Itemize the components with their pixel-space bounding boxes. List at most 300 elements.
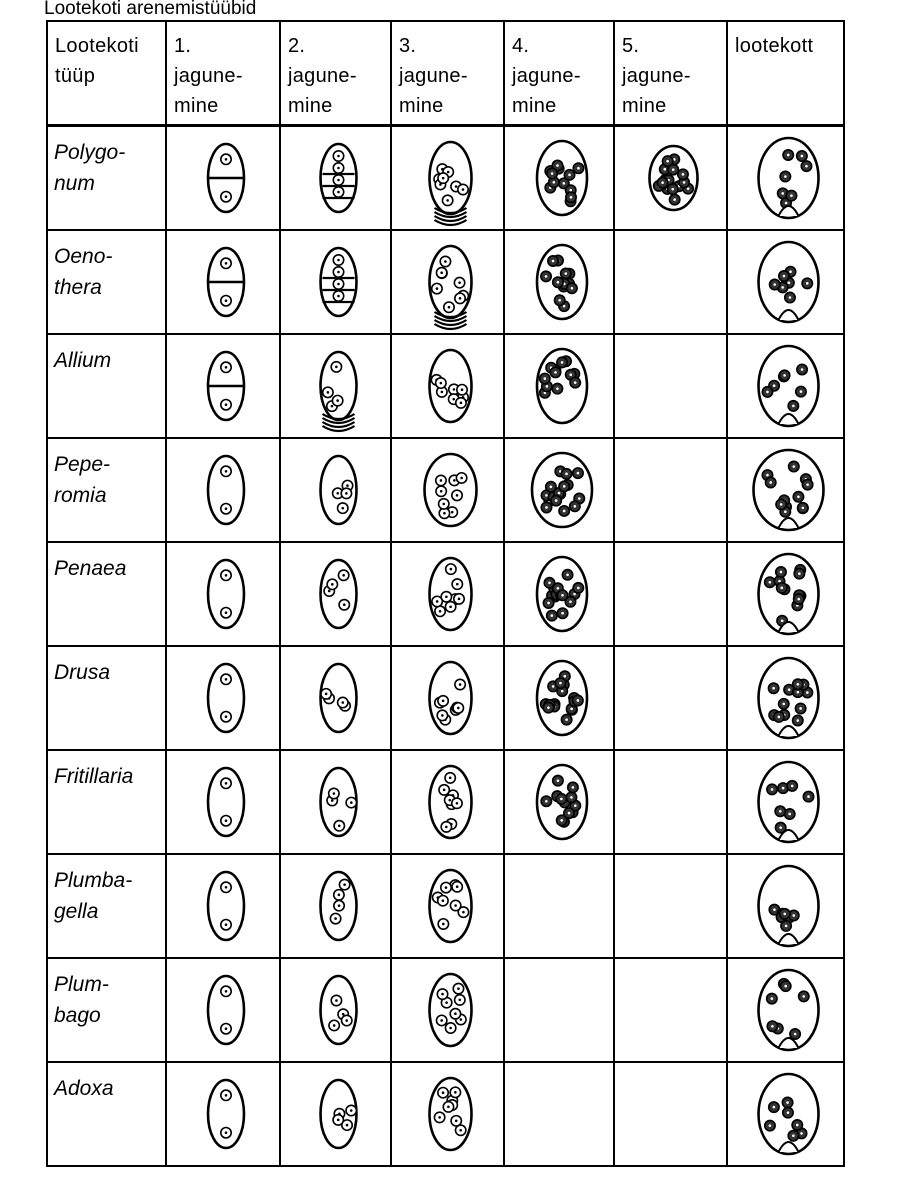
nucleolus	[456, 583, 459, 586]
nucleolus	[578, 497, 581, 500]
nucleolus	[797, 683, 800, 686]
nucleolus	[462, 188, 465, 191]
mature-sac-cell	[727, 958, 844, 1062]
nucleolus	[785, 925, 788, 928]
nucleolus	[782, 703, 785, 706]
nucleolus	[773, 283, 776, 286]
nucleolus	[447, 1106, 450, 1109]
type-name: Allium	[54, 349, 112, 372]
nucleolus	[346, 484, 349, 487]
nucleolus	[459, 683, 462, 686]
table-row	[47, 126, 844, 231]
stage-cell	[614, 334, 727, 438]
mature-sac-cell	[727, 230, 844, 334]
division-stage-drawing	[281, 439, 392, 541]
nucleolus	[334, 917, 337, 920]
nucleolus	[451, 511, 454, 514]
division-stage-drawing	[167, 127, 281, 229]
nucleolus	[455, 185, 458, 188]
nucleolus	[551, 172, 554, 175]
nucleolus	[566, 574, 569, 577]
mature-embryo-sac-drawing	[728, 543, 845, 645]
nucleolus	[574, 804, 577, 807]
type-name: Adoxa	[54, 1077, 114, 1100]
column-header-label: 1. jagune- mine	[174, 35, 243, 117]
division-stage-drawing	[167, 959, 281, 1061]
nucleolus	[772, 687, 775, 690]
nucleolus	[569, 600, 572, 603]
stage-cell	[280, 334, 391, 438]
nucleolus	[782, 787, 785, 790]
nucleolus	[789, 270, 792, 273]
type-cell	[47, 126, 166, 231]
table-row	[47, 542, 844, 646]
stage-cell	[166, 334, 280, 438]
column-header-label: lootekott	[735, 35, 814, 57]
nucleolus	[557, 281, 560, 284]
nucleolus	[343, 883, 346, 886]
stage-cell	[391, 334, 504, 438]
stage-cell	[504, 438, 614, 542]
column-header-label: 3. jagune- mine	[399, 35, 468, 117]
nucleolus	[460, 1018, 463, 1021]
nucleolus	[789, 296, 792, 299]
nucleolus	[661, 181, 664, 184]
nucleolus	[570, 708, 573, 711]
nucleolus	[225, 470, 228, 473]
nucleolus	[557, 587, 560, 590]
nucleolus	[673, 198, 676, 201]
stage-cell	[280, 542, 391, 646]
column-header-label: Lootekoti tüüp	[55, 35, 139, 87]
mature-embryo-sac-drawing	[728, 959, 845, 1061]
nucleolus	[552, 685, 555, 688]
division-stage-drawing	[392, 1063, 505, 1165]
nucleolus	[787, 1111, 790, 1114]
stage-cell	[614, 126, 727, 231]
nucleolus	[225, 158, 228, 161]
nucleolus	[459, 297, 462, 300]
embryo-sac-table	[46, 20, 845, 1167]
nucleolus	[335, 999, 338, 1002]
nucleolus	[784, 985, 787, 988]
nucleolus	[570, 796, 573, 799]
nucleolus	[225, 819, 228, 822]
nucleolus	[350, 1109, 353, 1112]
nucleolus	[225, 611, 228, 614]
type-name: Drusa	[54, 661, 111, 684]
nucleolus	[798, 572, 801, 575]
nucleolus	[448, 799, 451, 802]
division-stage-drawing	[281, 1063, 392, 1165]
nucleolus	[345, 1019, 348, 1022]
nucleolus	[783, 374, 786, 377]
table-row	[47, 646, 844, 750]
division-stage-drawing	[167, 647, 281, 749]
nucleolus	[548, 582, 551, 585]
stage-cell	[280, 646, 391, 750]
nucleolus	[564, 272, 567, 275]
nucleolus	[460, 477, 463, 480]
nucleolus	[800, 390, 803, 393]
nucleolus	[441, 714, 444, 717]
nucleolus	[558, 492, 561, 495]
division-stage-drawing	[392, 439, 505, 541]
nucleolus	[783, 913, 786, 916]
nucleolus	[797, 496, 800, 499]
division-stage-drawing	[615, 127, 728, 229]
type-name: Fritillaria	[54, 765, 134, 788]
nucleolus	[766, 391, 769, 394]
division-stage-drawing	[167, 335, 281, 437]
nucleolus	[442, 503, 445, 506]
stage-cell	[504, 542, 614, 646]
nucleolus	[338, 894, 341, 897]
nucleolus	[558, 299, 561, 302]
division-stage-drawing	[392, 647, 505, 749]
nucleolus	[328, 590, 331, 593]
nucleolus	[784, 510, 787, 513]
division-stage-drawing	[167, 231, 281, 333]
stage-cell	[391, 958, 504, 1062]
nucleolus	[225, 366, 228, 369]
stage-cell	[614, 438, 727, 542]
nucleolus	[551, 614, 554, 617]
nucleolus	[446, 199, 449, 202]
division-stage-drawing	[505, 751, 615, 853]
stage-cell	[614, 646, 727, 750]
nucleolus	[461, 388, 464, 391]
mature-embryo-sac-drawing	[728, 647, 845, 749]
stage-cell	[166, 646, 280, 750]
mature-sac-cell	[727, 854, 844, 958]
nucleolus	[778, 716, 781, 719]
nucleolus	[456, 802, 459, 805]
nucleolus	[561, 594, 564, 597]
nucleolus	[341, 701, 344, 704]
mature-embryo-sac-drawing	[728, 439, 845, 541]
stage-cell	[391, 854, 504, 958]
nucleolus	[787, 154, 790, 157]
stage-cell	[391, 1062, 504, 1166]
type-cell	[47, 438, 166, 542]
header-cell	[47, 21, 166, 126]
nucleolus	[806, 691, 809, 694]
nucleolus	[766, 474, 769, 477]
nucleolus	[780, 587, 783, 590]
nucleolus	[796, 719, 799, 722]
nucleolus	[442, 923, 445, 926]
nucleolus	[666, 160, 669, 163]
nucleolus	[769, 1124, 772, 1127]
mature-sac-cell	[727, 126, 844, 231]
nucleolus	[792, 1134, 795, 1137]
type-cell	[47, 542, 166, 646]
header-cell	[727, 21, 844, 126]
nucleolus	[440, 479, 443, 482]
nucleolus	[552, 260, 555, 263]
nucleolus	[457, 987, 460, 990]
nucleolus	[547, 602, 550, 605]
nucleolus	[333, 1024, 336, 1027]
header-row	[47, 21, 844, 126]
header-cell	[166, 21, 280, 126]
nucleolus	[225, 403, 228, 406]
stage-cell	[504, 854, 614, 958]
nucleolus	[577, 167, 580, 170]
nucleolus	[564, 675, 567, 678]
nucleolus	[771, 1025, 774, 1028]
nucleolus	[453, 479, 456, 482]
division-stage-drawing	[281, 751, 392, 853]
mature-sac-cell	[727, 750, 844, 854]
division-stage-drawing	[281, 855, 392, 957]
nucleolus	[449, 605, 452, 608]
nucleolus	[345, 492, 348, 495]
nucleolus	[440, 490, 443, 493]
nucleolus	[455, 1120, 458, 1123]
nucleolus	[779, 810, 782, 813]
nucleolus	[337, 271, 340, 274]
mature-embryo-sac-drawing	[728, 127, 845, 229]
nucleolus	[792, 914, 795, 917]
division-stage-drawing	[167, 439, 281, 541]
nucleolus	[560, 798, 563, 801]
division-stage-drawing	[392, 127, 505, 229]
stage-cell	[280, 230, 391, 334]
division-stage-drawing	[167, 855, 281, 957]
nucleolus	[443, 512, 446, 515]
nucleolus	[781, 286, 784, 289]
nucleolus	[331, 405, 334, 408]
nucleolus	[338, 904, 341, 907]
nucleolus	[806, 483, 809, 486]
nucleolus	[773, 908, 776, 911]
division-stage-drawing	[505, 543, 615, 645]
type-name: Plum- bago	[54, 973, 109, 1027]
stage-cell	[166, 750, 280, 854]
nucleolus	[225, 990, 228, 993]
embryo-sac-outline	[321, 976, 357, 1044]
nucleolus	[337, 1119, 340, 1122]
table-row	[47, 334, 844, 438]
stage-cell	[614, 542, 727, 646]
nucleolus	[441, 993, 444, 996]
nucleolus	[447, 171, 450, 174]
table-row	[47, 750, 844, 854]
nucleolus	[545, 506, 548, 509]
nucleolus	[554, 371, 557, 374]
nucleolus	[796, 1124, 799, 1127]
nucleolus	[449, 1027, 452, 1030]
nucleolus	[454, 1012, 457, 1015]
nucleolus	[460, 402, 463, 405]
type-name: Plumba- gella	[54, 869, 133, 923]
nucleolus	[771, 788, 774, 791]
nucleolus	[785, 202, 788, 205]
nucleolus	[556, 387, 559, 390]
nucleolus	[773, 384, 776, 387]
nucleolus	[800, 1132, 803, 1135]
nucleolus	[563, 182, 566, 185]
nucleolus	[442, 177, 445, 180]
division-stage-drawing	[281, 647, 392, 749]
division-stage-drawing	[281, 335, 392, 437]
division-stage-drawing	[505, 647, 615, 749]
nucleolus	[457, 707, 460, 710]
nucleolus	[438, 1116, 441, 1119]
stage-cell	[166, 126, 280, 231]
nucleolus	[225, 923, 228, 926]
nucleolus	[456, 885, 459, 888]
table-row	[47, 230, 844, 334]
nucleolus	[545, 800, 548, 803]
division-stage-drawing	[392, 543, 505, 645]
stage-cell	[280, 126, 391, 231]
stage-cell	[166, 854, 280, 958]
nucleolus	[225, 678, 228, 681]
division-stage-drawing	[281, 127, 392, 229]
nucleolus	[342, 1013, 345, 1016]
nucleolus	[225, 195, 228, 198]
nucleolus	[788, 688, 791, 691]
stage-cell	[391, 646, 504, 750]
stage-cell	[614, 230, 727, 334]
nucleolus	[436, 600, 439, 603]
nucleolus	[671, 188, 674, 191]
type-name: Polygo- num	[54, 141, 126, 195]
table-row	[47, 854, 844, 958]
nucleolus	[769, 581, 772, 584]
nucleolus	[672, 168, 675, 171]
nucleolus	[456, 494, 459, 497]
nucleolus	[792, 465, 795, 468]
nucleolus	[225, 262, 228, 265]
nucleolus	[565, 473, 568, 476]
nucleolus	[577, 699, 580, 702]
division-stage-drawing	[392, 751, 505, 853]
stage-cell	[504, 1062, 614, 1166]
nucleolus	[572, 786, 575, 789]
nucleolus	[788, 281, 791, 284]
nucleolus	[555, 499, 558, 502]
nucleolus	[225, 782, 228, 785]
nucleolus	[337, 283, 340, 286]
nucleolus	[453, 388, 456, 391]
stage-cell	[166, 230, 280, 334]
division-stage-drawing	[392, 855, 505, 957]
nucleolus	[780, 503, 783, 506]
stage-cell	[614, 854, 727, 958]
type-cell	[47, 646, 166, 750]
nucleolus	[440, 271, 443, 274]
nucleolus	[569, 373, 572, 376]
type-cell	[47, 1062, 166, 1166]
division-stage-drawing	[505, 127, 615, 229]
stage-cell	[280, 854, 391, 958]
nucleolus	[337, 167, 340, 170]
figure-caption: Lootekoti arenemistüübid	[44, 0, 257, 19]
stage-cell	[166, 438, 280, 542]
nucleolus	[547, 706, 550, 709]
nucleolus	[336, 399, 339, 402]
nucleolus	[801, 155, 804, 158]
division-stage-drawing	[505, 439, 615, 541]
stage-cell	[280, 438, 391, 542]
nucleolus	[225, 715, 228, 718]
header-cell	[504, 21, 614, 126]
nucleolus	[350, 801, 353, 804]
division-stage-drawing	[167, 1063, 281, 1165]
nucleolus	[336, 492, 339, 495]
nucleolus	[574, 381, 577, 384]
nucleolus	[568, 812, 571, 815]
mature-embryo-sac-drawing	[728, 335, 845, 437]
nucleolus	[337, 295, 340, 298]
nucleolus	[546, 385, 549, 388]
nucleolus	[805, 165, 808, 168]
type-cell	[47, 958, 166, 1062]
nucleolus	[560, 819, 563, 822]
embryo-sac-outline	[430, 974, 472, 1046]
nucleolus	[779, 826, 782, 829]
nucleolus	[225, 1094, 228, 1097]
nucleolus	[561, 612, 564, 615]
nucleolus	[343, 603, 346, 606]
nucleolus	[458, 281, 461, 284]
nucleolus	[556, 164, 559, 167]
nucleolus	[565, 718, 568, 721]
nucleolus	[781, 192, 784, 195]
nucleolus	[445, 1001, 448, 1004]
nucleolus	[459, 1129, 462, 1132]
nucleolus	[561, 690, 564, 693]
mature-embryo-sac-drawing	[728, 751, 845, 853]
nucleolus	[561, 361, 564, 364]
division-stage-drawing	[167, 543, 281, 645]
nucleolus	[439, 610, 442, 613]
nucleolus	[799, 707, 802, 710]
nucleolus	[807, 795, 810, 798]
nucleolus	[338, 825, 341, 828]
nucleolus	[440, 1019, 443, 1022]
embryo-sac-outline	[430, 662, 472, 734]
type-name: Penaea	[54, 557, 127, 580]
nucleolus	[784, 175, 787, 178]
stage-cell	[166, 542, 280, 646]
nucleolus	[557, 779, 560, 782]
nucleolus	[443, 789, 446, 792]
nucleolus	[801, 368, 804, 371]
nucleolus	[225, 1027, 228, 1030]
column-header-label: 5. jagune- mine	[622, 35, 691, 117]
nucleolus	[687, 187, 690, 190]
nucleolus	[545, 275, 548, 278]
nucleolus	[545, 494, 548, 497]
nucleolus	[577, 472, 580, 475]
nucleolus	[442, 1091, 445, 1094]
mature-embryo-sac-drawing	[728, 231, 845, 333]
nucleolus	[802, 507, 805, 510]
nucleolus	[331, 799, 334, 802]
nucleolus	[797, 691, 800, 694]
nucleolus	[444, 260, 447, 263]
mature-embryo-sac-drawing	[728, 1063, 845, 1165]
nucleolus	[792, 405, 795, 408]
nucleolus	[441, 391, 444, 394]
mature-embryo-sac-drawing	[728, 855, 845, 957]
mature-sac-cell	[727, 438, 844, 542]
